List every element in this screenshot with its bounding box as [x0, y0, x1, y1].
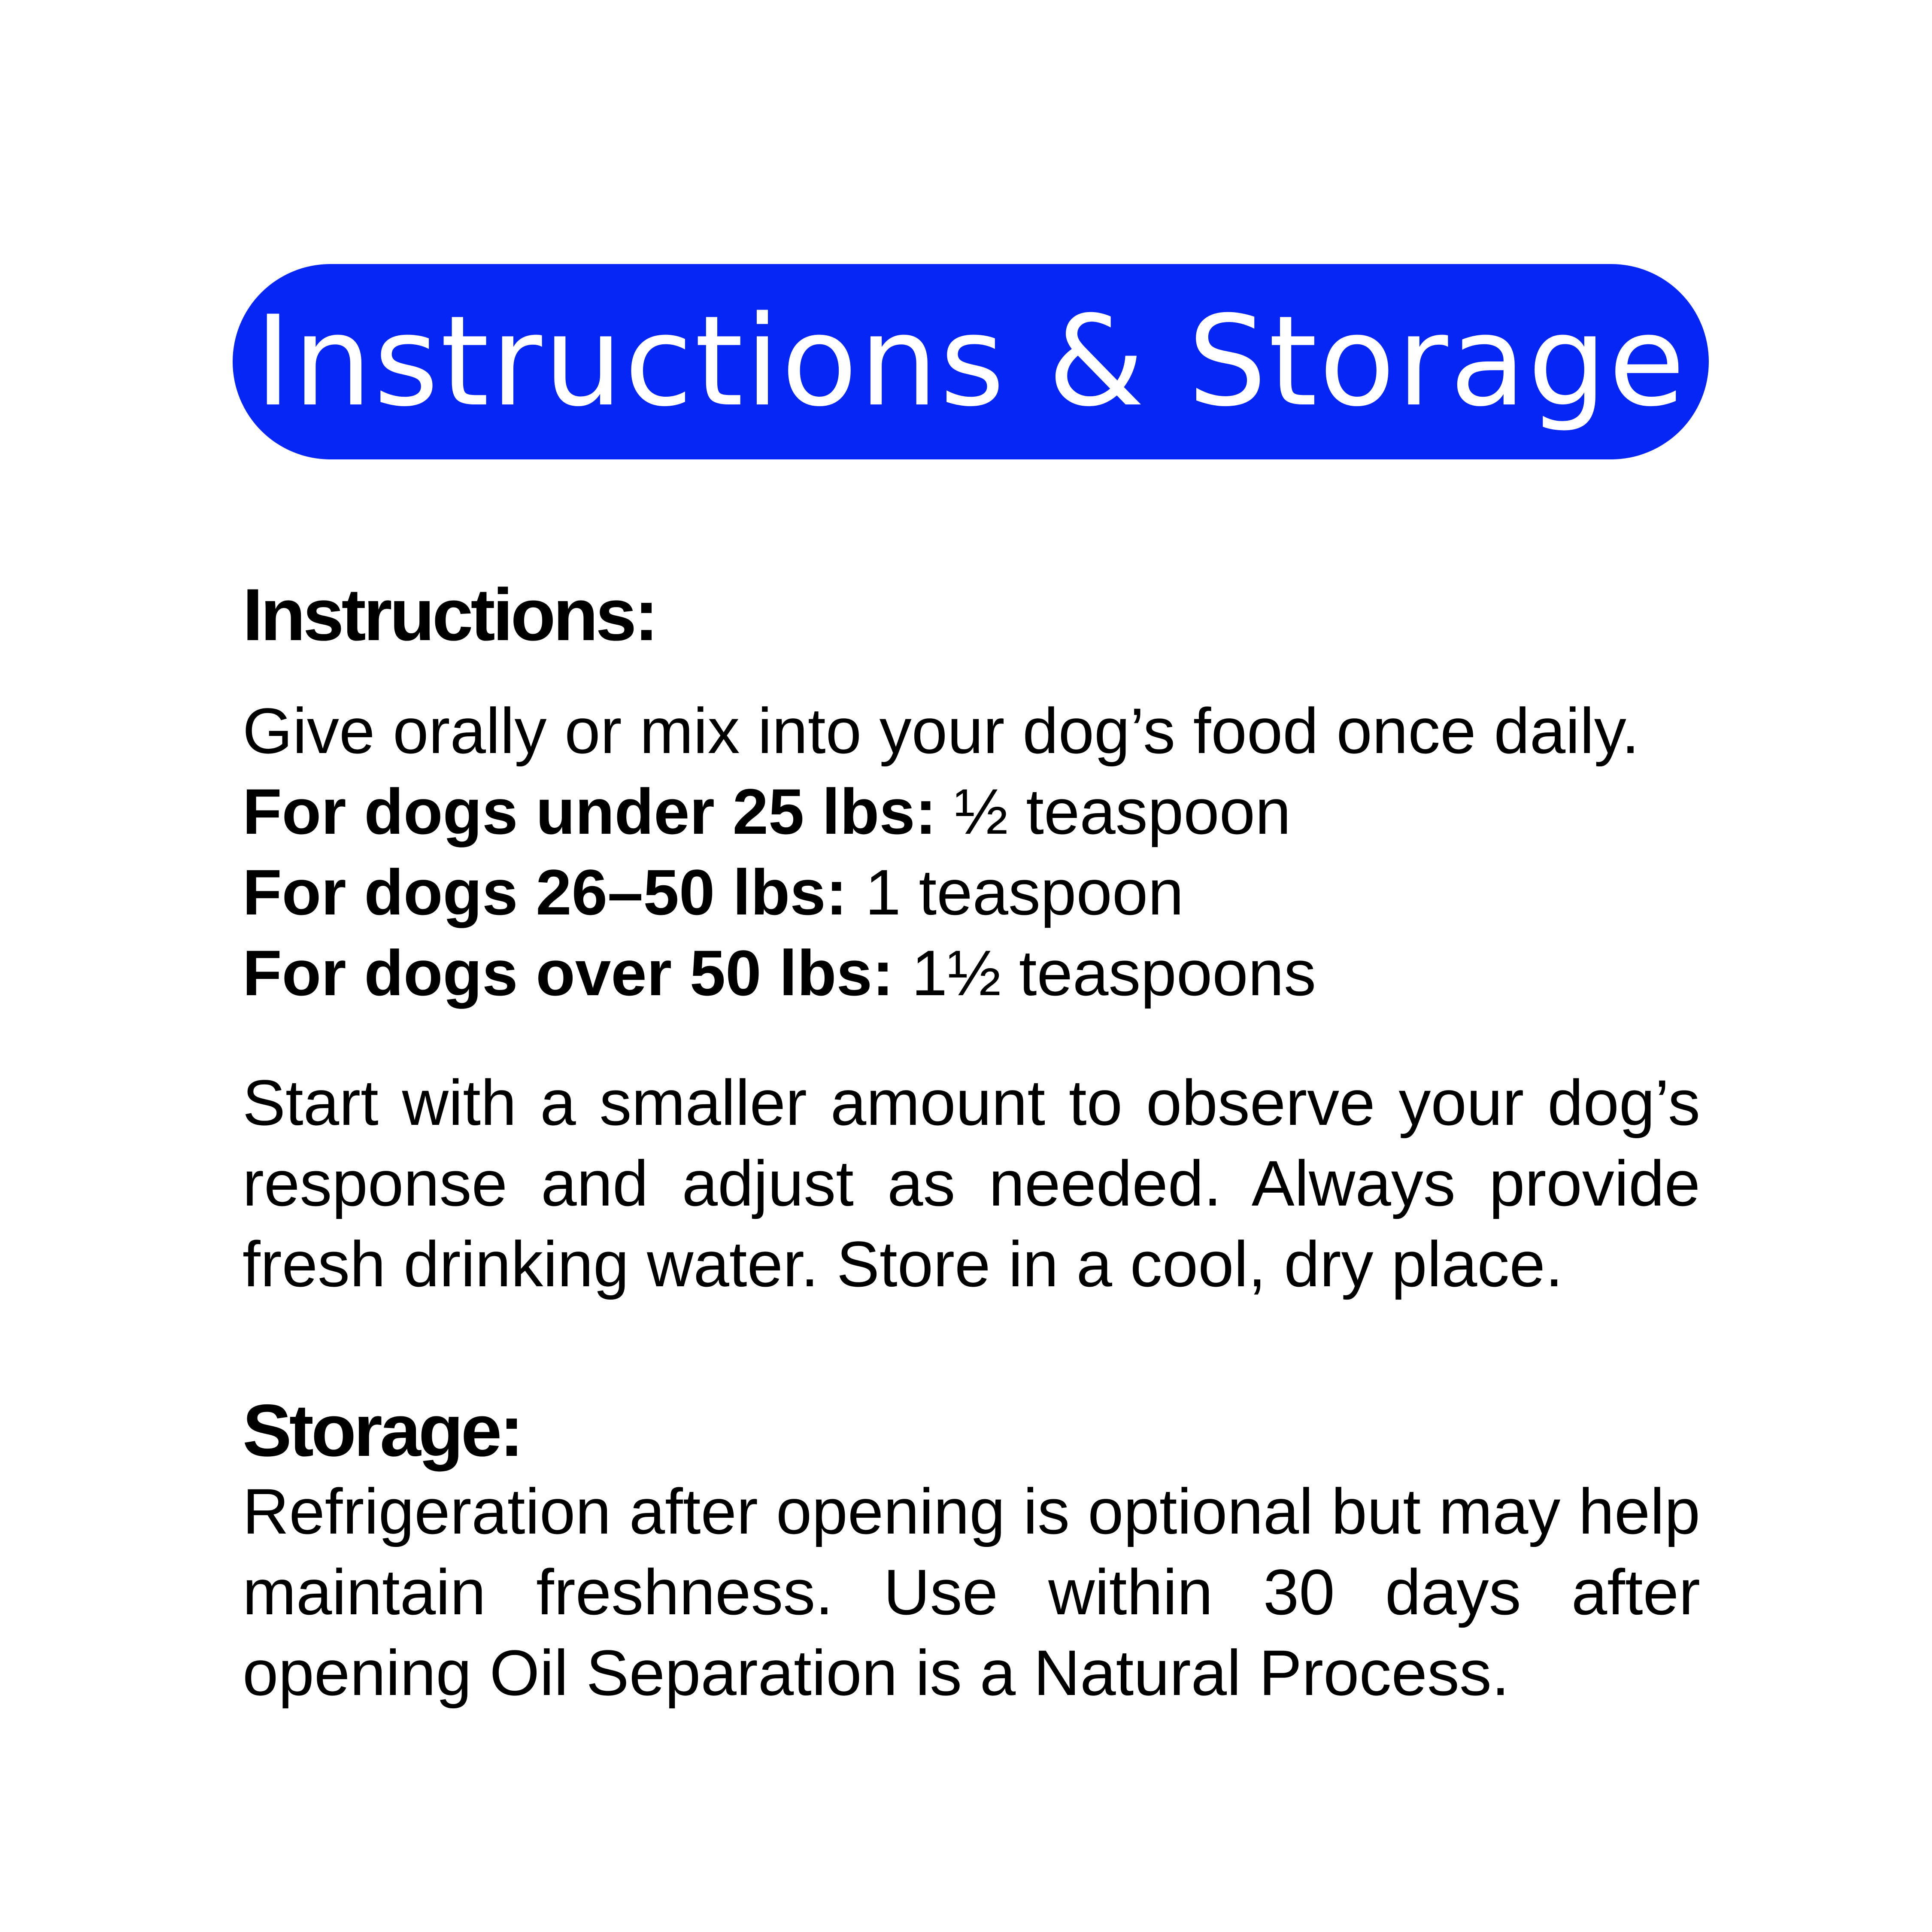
dosage-label: For dogs 26–50 lbs: — [243, 856, 847, 928]
dosage-amount: 1 teaspoon — [865, 856, 1184, 928]
dosage-label: For dogs over 50 lbs: — [243, 937, 894, 1009]
title-banner — [233, 264, 1709, 459]
dosage-label: For dogs under 25 lbs: — [243, 775, 937, 848]
dosage-amount: 1½ teaspoons — [911, 937, 1316, 1009]
dosage-row — [243, 771, 1700, 852]
instructions-heading: Instructions: — [243, 574, 656, 656]
storage-heading: Storage: — [243, 1389, 522, 1472]
dosage-amount: ½ teaspoon — [954, 775, 1291, 848]
instructions-note: Start with a smaller amount to observe your dog’s response and adjust as needed. Always provide fresh drinking water. Store in a cool, dry place. — [243, 1066, 1700, 1300]
page-title: Instructions & Storage — [255, 289, 1687, 434]
instructions-heading-block — [243, 574, 1700, 655]
storage-heading-block — [243, 1390, 1700, 1471]
instructions-intro: Give orally or mix into your dog’s food once daily. — [243, 695, 1640, 767]
storage-text: Refrigeration after opening is optional but may help maintain freshness. Use within 30 days after opening Oil Separation is a Natural Process. — [243, 1475, 1700, 1709]
dosage-row — [243, 852, 1700, 933]
dosage-row — [243, 933, 1700, 1013]
instructions-dosage-block — [243, 690, 1700, 1013]
